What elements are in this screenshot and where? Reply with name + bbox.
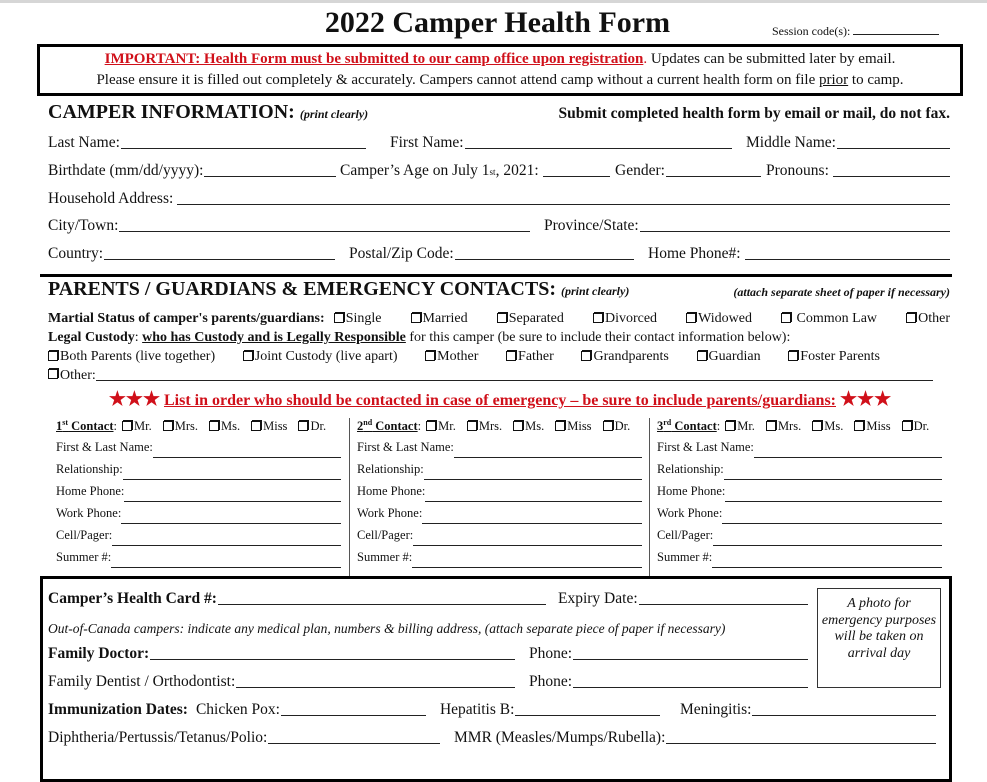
- title-option[interactable]: Mrs.: [163, 419, 198, 434]
- city-row: [48, 217, 950, 235]
- checkbox-icon[interactable]: [513, 421, 523, 431]
- contact-field[interactable]: Home Phone:: [357, 484, 642, 506]
- marital-label: Martial Status of camper's parents/guardians:: [48, 311, 325, 326]
- custody-options: [48, 349, 880, 365]
- family-doctor-field[interactable]: Family Doctor:: [48, 645, 515, 663]
- star-icon: ★★★: [108, 389, 160, 410]
- dentist-row: [48, 673, 808, 691]
- checkbox-icon[interactable]: [467, 421, 477, 431]
- checkbox-icon[interactable]: [425, 351, 435, 361]
- contact-column: [657, 418, 947, 572]
- contact-field[interactable]: Cell/Pager:: [657, 528, 942, 550]
- checkbox-icon[interactable]: [697, 351, 707, 361]
- important-red-text: IMPORTANT: Health Form must be submitted to our camp office upon registration: [104, 51, 644, 67]
- marital-status-row: [48, 311, 950, 327]
- expiry-date-field[interactable]: Expiry Date:: [558, 590, 808, 608]
- birthdate-field[interactable]: Birthdate (mm/dd/yyyy):: [48, 162, 336, 180]
- contact-field[interactable]: Home Phone:: [657, 484, 942, 506]
- contact-heading: 2nd Contact: [357, 418, 418, 434]
- title-option[interactable]: Mr.: [426, 419, 456, 434]
- title-option[interactable]: Miss: [251, 419, 287, 434]
- checkbox-icon[interactable]: [497, 313, 507, 323]
- checkbox-icon[interactable]: [251, 421, 261, 431]
- contact-field[interactable]: Cell/Pager:: [56, 528, 341, 550]
- checkbox-icon[interactable]: [906, 313, 916, 323]
- contact-title-row: 3rd Contact : Mr. Mrs. Ms. Miss Dr.: [657, 418, 930, 434]
- custody-option[interactable]: Joint Custody (live apart): [243, 349, 398, 365]
- contact-field[interactable]: Summer #:: [56, 550, 341, 572]
- contact-field[interactable]: Home Phone:: [56, 484, 341, 506]
- contact-heading: 3rd Contact: [657, 418, 717, 434]
- session-code-field[interactable]: [772, 23, 939, 39]
- title-option[interactable]: Mr.: [122, 419, 152, 434]
- custody-line: Legal Custody: who has Custody and is Legally Responsible for this camper (be sure to include their contact information below):: [48, 330, 791, 345]
- title-option[interactable]: Mrs.: [467, 419, 502, 434]
- checkbox-icon[interactable]: [48, 351, 58, 361]
- contact-field[interactable]: Work Phone:: [357, 506, 642, 528]
- contact-title-row: 1st Contact : Mr. Mrs. Ms. Miss Dr.: [56, 418, 327, 434]
- attach-note: (attach separate sheet of paper if necessary): [733, 285, 950, 299]
- health-card-row: [48, 590, 808, 608]
- marital-option[interactable]: Divorced: [593, 311, 657, 327]
- checkbox-icon[interactable]: [426, 421, 436, 431]
- checkbox-icon[interactable]: [298, 421, 308, 431]
- chicken-pox-field[interactable]: Chicken Pox:: [196, 701, 426, 719]
- home-phone-field[interactable]: Home Phone#:: [648, 245, 950, 263]
- title-option[interactable]: Mrs.: [766, 419, 801, 434]
- checkbox-icon[interactable]: [334, 313, 344, 323]
- contact-field[interactable]: Work Phone:: [657, 506, 942, 528]
- contact-field[interactable]: Summer #:: [357, 550, 642, 572]
- contact-field[interactable]: Relationship:: [657, 462, 942, 484]
- camper-info-heading: CAMPER INFORMATION: (print clearly): [48, 101, 369, 123]
- marital-option[interactable]: Separated: [497, 311, 564, 327]
- health-card-field[interactable]: Camper’s Health Card #:: [48, 590, 546, 608]
- section-divider: [40, 274, 952, 277]
- contact-field[interactable]: Relationship:: [56, 462, 341, 484]
- custody-other-field[interactable]: Other:: [48, 368, 933, 384]
- checkbox-icon[interactable]: [122, 421, 132, 431]
- checkbox-icon[interactable]: [593, 313, 603, 323]
- photo-note-box: A photo for emergency purposes will be taken on arrival day: [817, 588, 941, 688]
- page-title: 2022 Camper Health Form: [324, 6, 671, 39]
- contact-field[interactable]: Cell/Pager:: [357, 528, 642, 550]
- custody-option[interactable]: Guardian: [697, 349, 761, 365]
- session-label: Session code(s):: [772, 24, 851, 38]
- important-prior: prior: [818, 72, 849, 88]
- emergency-note: ★★★ List in order who should be contacted in case of emergency – be sure to include parents/guardians: ★★★: [108, 389, 892, 410]
- important-red-end: .: [643, 51, 648, 67]
- immunization-row: [48, 701, 936, 719]
- dtp-row: [48, 729, 936, 747]
- checkbox-icon[interactable]: [788, 351, 798, 361]
- doctor-phone-field[interactable]: Phone:: [529, 645, 808, 663]
- checkbox-icon[interactable]: [209, 421, 219, 431]
- checkbox-icon[interactable]: [812, 421, 822, 431]
- contact-field[interactable]: First & Last Name:: [657, 440, 942, 462]
- title-option[interactable]: Ms.: [812, 419, 843, 434]
- address-field[interactable]: Household Address:: [48, 190, 950, 208]
- contact-field[interactable]: Summer #:: [657, 550, 942, 572]
- title-option[interactable]: Dr.: [603, 419, 631, 434]
- important-line2: Please ensure it is filled out completely & accurately. Campers cannot attend camp without a current health form on file: [96, 72, 819, 88]
- contact-field[interactable]: First & Last Name:: [56, 440, 341, 462]
- immunization-label: Immunization Dates:: [48, 701, 188, 718]
- checkbox-icon[interactable]: [243, 351, 253, 361]
- meningitis-field[interactable]: Meningitis:: [680, 701, 936, 719]
- parents-heading: PARENTS / GUARDIANS & EMERGENCY CONTACTS: (print clearly): [48, 278, 630, 300]
- custody-option[interactable]: Both Parents (live together): [48, 349, 215, 365]
- country-field[interactable]: Country:: [48, 245, 335, 263]
- contact-heading: 1st Contact: [56, 418, 114, 434]
- important-line1: Updates can be submitted later by email.: [647, 51, 896, 67]
- title-option[interactable]: Mr.: [725, 419, 755, 434]
- checkbox-icon[interactable]: [581, 351, 591, 361]
- address-row: [48, 190, 950, 208]
- checkbox-icon[interactable]: [555, 421, 565, 431]
- submit-note: Submit completed health form by email or mail, do not fax.: [558, 105, 950, 122]
- first-name-field[interactable]: First Name:: [390, 134, 732, 152]
- title-option[interactable]: Dr.: [298, 419, 326, 434]
- dtp-field[interactable]: Diphtheria/Pertussis/Tetanus/Polio:: [48, 729, 440, 747]
- age-field[interactable]: Camper’s Age on July 1 st , 2021:: [340, 162, 610, 180]
- marital-option[interactable]: Widowed: [686, 311, 752, 327]
- contact-field[interactable]: Work Phone:: [56, 506, 341, 528]
- middle-name-field[interactable]: Middle Name:: [746, 134, 950, 152]
- birth-row: [48, 162, 950, 180]
- marital-option[interactable]: Other: [906, 311, 950, 327]
- important-line2-end: to camp.: [848, 72, 904, 88]
- title-option[interactable]: Miss: [555, 419, 591, 434]
- checkbox-icon[interactable]: [48, 369, 58, 379]
- name-row: [48, 134, 950, 152]
- checkbox-icon[interactable]: [506, 351, 516, 361]
- checkbox-icon[interactable]: [725, 421, 735, 431]
- gender-field[interactable]: Gender:: [615, 162, 761, 180]
- checkbox-icon[interactable]: [686, 313, 696, 323]
- contact-column: [357, 418, 647, 572]
- title-option[interactable]: Ms.: [209, 419, 240, 434]
- checkbox-icon[interactable]: [781, 313, 791, 323]
- dentist-field[interactable]: Family Dentist / Orthodontist:: [48, 673, 515, 691]
- contact-title-row: 2nd Contact : Mr. Mrs. Ms. Miss Dr.: [357, 418, 631, 434]
- dentist-phone-field[interactable]: Phone:: [529, 673, 808, 691]
- checkbox-icon[interactable]: [854, 421, 864, 431]
- custody-option[interactable]: Foster Parents: [788, 349, 880, 365]
- checkbox-icon[interactable]: [766, 421, 776, 431]
- title-option[interactable]: Dr.: [902, 419, 930, 434]
- checkbox-icon[interactable]: [163, 421, 173, 431]
- province-field[interactable]: Province/State:: [544, 217, 950, 235]
- doctor-row: [48, 645, 808, 663]
- out-of-canada-note: Out-of-Canada campers: indicate any medical plan, numbers & billing address, (attach separate piece of paper if necessary): [48, 621, 726, 636]
- mmr-field[interactable]: MMR (Measles/Mumps/Rubella):: [454, 729, 936, 747]
- star-icon: ★★★: [840, 389, 892, 410]
- custody-option[interactable]: Mother: [425, 349, 478, 365]
- title-option[interactable]: Ms.: [513, 419, 544, 434]
- contact-field[interactable]: Relationship:: [357, 462, 642, 484]
- important-notice: [37, 44, 963, 96]
- marital-option[interactable]: Common Law: [781, 311, 877, 327]
- column-divider: [649, 418, 650, 576]
- custody-option[interactable]: Grandparents: [581, 349, 668, 365]
- title-option[interactable]: Miss: [854, 419, 890, 434]
- column-divider: [349, 418, 350, 576]
- page-top-edge: [0, 0, 987, 3]
- marital-option[interactable]: Married: [411, 311, 468, 327]
- country-row: [48, 245, 950, 263]
- hepatitis-b-field[interactable]: Hepatitis B:: [440, 701, 660, 719]
- checkbox-icon[interactable]: [603, 421, 613, 431]
- checkbox-icon[interactable]: [902, 421, 912, 431]
- city-field[interactable]: City/Town:: [48, 217, 530, 235]
- last-name-field[interactable]: Last Name:: [48, 134, 366, 152]
- custody-option[interactable]: Father: [506, 349, 554, 365]
- checkbox-icon[interactable]: [411, 313, 421, 323]
- postal-field[interactable]: Postal/Zip Code:: [349, 245, 634, 263]
- marital-option[interactable]: Single: [334, 311, 382, 327]
- contact-field[interactable]: First & Last Name:: [357, 440, 642, 462]
- pronouns-field[interactable]: Pronouns:: [766, 162, 950, 180]
- contact-column: [56, 418, 346, 572]
